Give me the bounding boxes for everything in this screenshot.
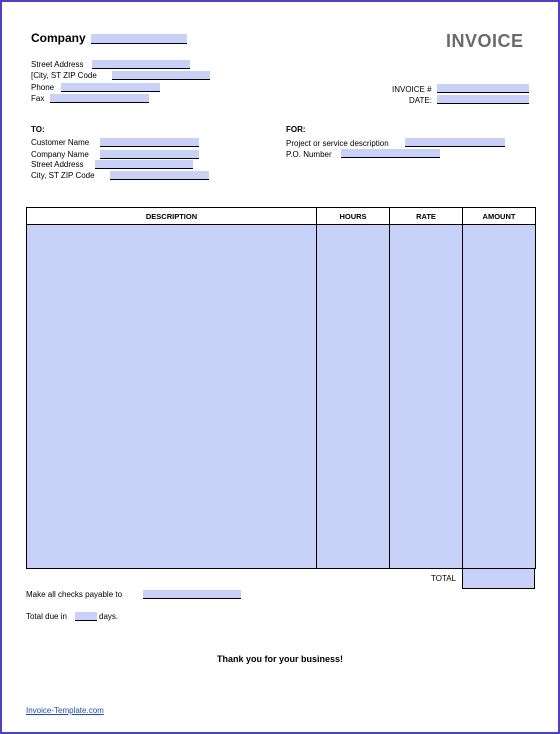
to-city-state-zip-field[interactable] bbox=[110, 171, 209, 180]
customer-name-field[interactable] bbox=[100, 138, 199, 147]
to-company-name-label: Company Name bbox=[31, 150, 89, 159]
rate-cell[interactable] bbox=[390, 225, 463, 569]
phone-label: Phone bbox=[31, 83, 55, 92]
checks-payable-field[interactable] bbox=[143, 590, 241, 599]
fax-label: Fax bbox=[31, 94, 45, 103]
total-due-suffix: days. bbox=[99, 612, 119, 621]
description-cell[interactable] bbox=[27, 225, 317, 569]
company-label: Company bbox=[31, 31, 86, 45]
invoice-number-field[interactable] bbox=[437, 84, 529, 93]
line-items-table bbox=[26, 207, 536, 569]
phone-field[interactable] bbox=[61, 83, 160, 92]
total-field[interactable] bbox=[462, 568, 535, 589]
city-state-zip-label: [City, ST ZIP Code bbox=[31, 71, 97, 80]
thank-you-message: Thank you for your business! bbox=[216, 654, 344, 664]
total-due-prefix: Total due in bbox=[26, 612, 67, 621]
customer-name-label: Customer Name bbox=[31, 138, 90, 147]
checks-payable-label: Make all checks payable to bbox=[26, 590, 123, 599]
to-city-state-zip-label: City, ST ZIP Code bbox=[31, 171, 95, 180]
to-heading: TO: bbox=[31, 125, 45, 134]
amount-cell[interactable] bbox=[463, 225, 536, 569]
invoice-title: INVOICE bbox=[446, 31, 524, 51]
city-state-zip-field[interactable] bbox=[112, 71, 210, 80]
date-label: DATE: bbox=[409, 96, 432, 105]
street-address-label: Street Address bbox=[31, 60, 84, 69]
column-header-description: DESCRIPTION bbox=[27, 208, 317, 225]
column-header-amount: AMOUNT bbox=[463, 208, 536, 225]
total-label: TOTAL bbox=[431, 574, 457, 583]
column-header-rate: RATE bbox=[390, 208, 463, 225]
column-header-hours: HOURS bbox=[317, 208, 390, 225]
to-street-address-field[interactable] bbox=[95, 160, 193, 169]
po-number-label: P.O. Number bbox=[286, 150, 332, 159]
to-street-address-label: Street Address bbox=[31, 160, 84, 169]
street-address-field[interactable] bbox=[92, 60, 190, 69]
project-description-label: Project or service description bbox=[286, 139, 389, 148]
invoice-number-label: INVOICE # bbox=[392, 85, 432, 94]
po-number-field[interactable] bbox=[341, 149, 440, 158]
date-field[interactable] bbox=[437, 95, 529, 104]
total-due-days-field[interactable] bbox=[75, 612, 97, 621]
project-description-field[interactable] bbox=[405, 138, 505, 147]
fax-field[interactable] bbox=[50, 94, 149, 103]
for-heading: FOR: bbox=[286, 125, 306, 134]
template-site-link[interactable]: Invoice-Template.com bbox=[26, 706, 104, 715]
hours-cell[interactable] bbox=[317, 225, 390, 569]
to-company-name-field[interactable] bbox=[100, 150, 199, 159]
company-name-field[interactable] bbox=[91, 34, 187, 44]
